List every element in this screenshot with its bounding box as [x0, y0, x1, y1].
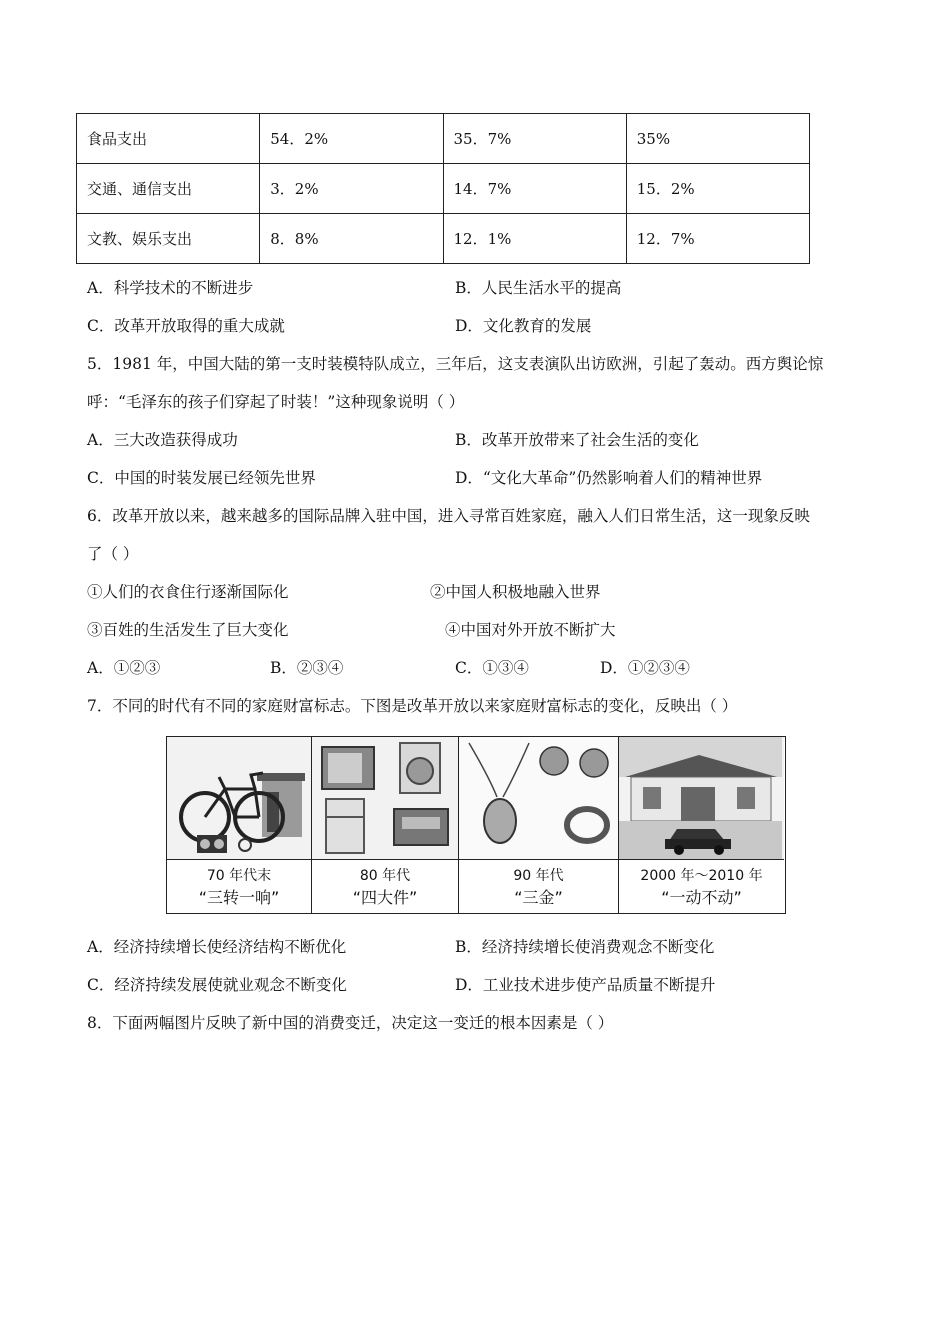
table-cell: 35．7% [443, 114, 626, 164]
q6-item-2: ②中国人积极地融入世界 [430, 583, 601, 601]
q6-stem-line2: 了（ ） [87, 545, 139, 563]
q7-option-b[interactable]: B．经济持续增长使消费观念不断变化 [455, 938, 715, 956]
house-car-image [619, 737, 784, 860]
bicycle-sewing-machine-image [167, 737, 311, 860]
q6-item-3: ③百姓的生活发生了巨大变化 [87, 621, 289, 639]
panel-label: “一动不动” [661, 887, 742, 907]
table-cell: 14．7% [443, 164, 626, 214]
panel-era: 2000 年～2010 年 [640, 867, 763, 884]
panel-label: “三转一响” [198, 887, 280, 907]
table-cell: 食品支出 [77, 114, 260, 164]
q8-stem-line1: 8．下面两幅图片反映了新中国的消费变迁，决定这一变迁的根本因素是（ ） [87, 1014, 614, 1032]
q5-option-d[interactable]: D．“文化大革命”仍然影响着人们的精神世界 [455, 469, 763, 487]
table-row [77, 114, 810, 164]
table-cell: 交通、通信支出 [77, 164, 260, 214]
panel-label: “三金” [514, 887, 563, 907]
q4-option-d[interactable]: D．文化教育的发展 [455, 317, 592, 335]
panel-era: 90 年代 [513, 867, 564, 884]
table-cell: 3．2% [260, 164, 443, 214]
table-cell: 12．7% [626, 214, 809, 264]
q6-item-4: ④中国对外开放不断扩大 [445, 621, 616, 639]
table-row [77, 164, 810, 214]
q6-option-c[interactable]: C．①③④ [455, 659, 529, 677]
q5-stem-line2: 呼：“毛泽东的孩子们穿起了时装！”这种现象说明（ ） [87, 393, 465, 411]
q6-option-d[interactable]: D．①②③④ [600, 659, 690, 677]
panel-70s [167, 737, 312, 913]
table-cell: 12．1% [443, 214, 626, 264]
table-cell: 15．2% [626, 164, 809, 214]
table-cell: 35% [626, 114, 809, 164]
q7-option-a[interactable]: A．经济持续增长使经济结构不断优化 [87, 938, 347, 956]
panel-label: “四大件” [352, 887, 418, 907]
q6-option-a[interactable]: A．①②③ [87, 659, 161, 677]
panel-2000s [619, 737, 784, 913]
q4-option-b[interactable]: B．人民生活水平的提高 [455, 279, 622, 297]
q7-stem-line1: 7．不同的时代有不同的家庭财富标志。下图是改革开放以来家庭财富标志的变化，反映出（ ） [87, 697, 738, 715]
wealth-symbols-figure [166, 736, 786, 914]
q4-option-c[interactable]: C．改革开放取得的重大成就 [87, 317, 285, 335]
table-cell: 8．8% [260, 214, 443, 264]
q5-option-a[interactable]: A．三大改造获得成功 [87, 431, 238, 449]
appliances-image [312, 737, 458, 860]
table-cell: 文教、娱乐支出 [77, 214, 260, 264]
table-cell: 54．2% [260, 114, 443, 164]
q6-stem-line1: 6．改革开放以来，越来越多的国际品牌入驻中国，进入寻常百姓家庭，融入人们日常生活，这一现象反映 [87, 507, 810, 525]
q7-option-c[interactable]: C．经济持续发展使就业观念不断变化 [87, 976, 347, 994]
panel-90s [459, 737, 619, 913]
q7-option-d[interactable]: D．工业技术进步使产品质量不断提升 [455, 976, 716, 994]
q4-option-a[interactable]: A．科学技术的不断进步 [87, 279, 254, 297]
q6-item-1: ①人们的衣食住行逐渐国际化 [87, 583, 289, 601]
gold-jewelry-image [459, 737, 618, 860]
q5-option-b[interactable]: B．改革开放带来了社会生活的变化 [455, 431, 699, 449]
panel-era: 70 年代末 [206, 867, 272, 884]
q5-option-c[interactable]: C．中国的时装发展已经领先世界 [87, 469, 316, 487]
expenditure-table [76, 113, 810, 264]
q5-stem-line1: 5．1981 年，中国大陆的第一支时装模特队成立，三年后，这支表演队出访欧洲，引起了轰动。西方舆论惊 [87, 355, 824, 373]
panel-era: 80 年代 [359, 867, 411, 884]
q6-option-b[interactable]: B．②③④ [270, 659, 344, 677]
table-row [77, 214, 810, 264]
panel-80s [312, 737, 459, 913]
